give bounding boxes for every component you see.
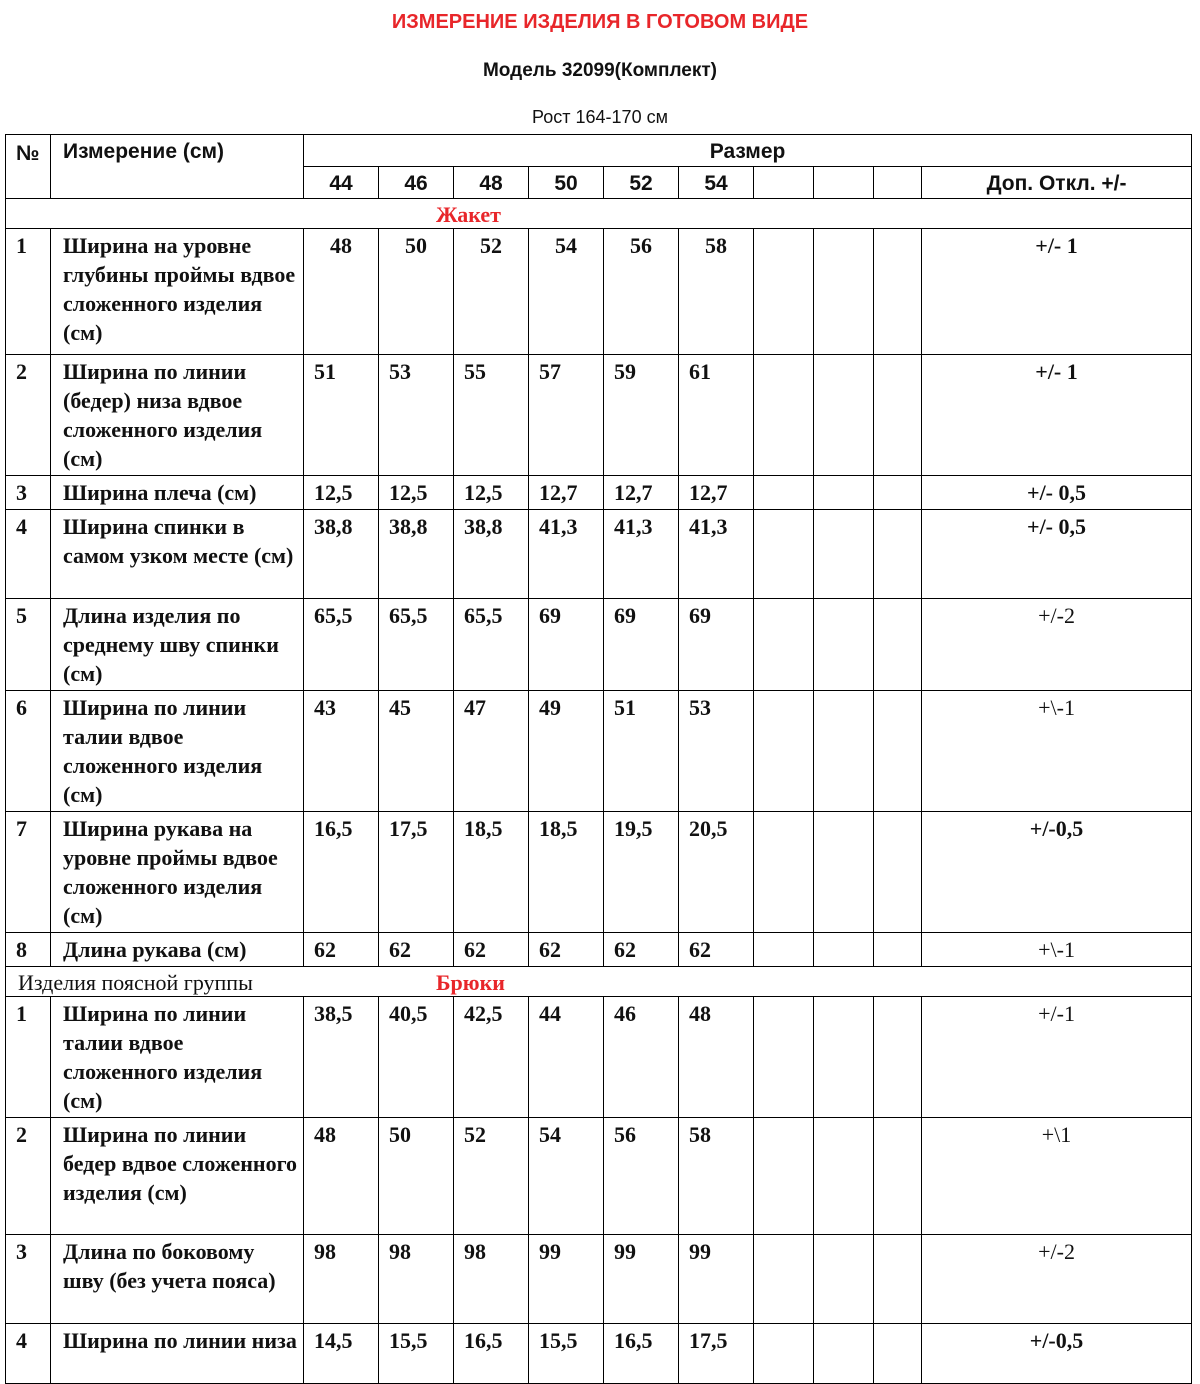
empty-cell — [754, 1324, 814, 1384]
row-number: 7 — [6, 812, 51, 933]
tolerance-cell: +/-0,5 — [922, 812, 1192, 933]
section-title: Брюки — [436, 970, 505, 995]
tolerance-cell: +/-2 — [922, 599, 1192, 691]
measurement-name: Ширина по линии талии вдвое сложенного изделия (см) — [51, 997, 304, 1118]
empty-cell — [814, 510, 874, 599]
empty-cell — [754, 355, 814, 476]
col-num-header: № — [6, 135, 51, 199]
size-value-cell: 50 — [379, 1118, 454, 1235]
row-number: 4 — [6, 510, 51, 599]
empty-cell — [814, 599, 874, 691]
size-value-cell: 48 — [304, 1118, 379, 1235]
size-value-cell: 15,5 — [529, 1324, 604, 1384]
size-value-cell: 98 — [379, 1235, 454, 1324]
size-header-cell: 44 — [304, 167, 379, 199]
page-title: ИЗМЕРЕНИЕ ИЗДЕЛИЯ В ГОТОВОМ ВИДЕ — [391, 11, 809, 33]
section-header — [6, 967, 1192, 997]
col-size-header: Размер — [304, 135, 1192, 167]
empty-cell — [754, 691, 814, 812]
size-value-cell: 14,5 — [304, 1324, 379, 1384]
size-value-cell: 58 — [679, 229, 754, 355]
section-label: Изделия поясной группы — [18, 970, 253, 995]
tolerance-cell: +/-1 — [922, 997, 1192, 1118]
size-value-cell: 46 — [604, 997, 679, 1118]
size-value-cell: 17,5 — [679, 1324, 754, 1384]
size-value-cell: 54 — [529, 1118, 604, 1235]
empty-cell — [814, 997, 874, 1118]
table-row — [6, 812, 1192, 933]
measurement-name: Ширина плеча (см) — [51, 476, 304, 510]
table-row — [6, 933, 1192, 967]
measurement-name: Ширина по линии бедер вдвое сложенного изделия (см) — [51, 1118, 304, 1235]
size-value-cell: 62 — [679, 933, 754, 967]
empty-cell — [754, 229, 814, 355]
size-value-cell: 50 — [379, 229, 454, 355]
measurement-name: Ширина спинки в самом узком месте (см) — [51, 510, 304, 599]
row-number: 2 — [6, 1118, 51, 1235]
size-value-cell: 56 — [604, 229, 679, 355]
table-row — [6, 355, 1192, 476]
empty-cell — [814, 229, 874, 355]
size-value-cell: 43 — [304, 691, 379, 812]
table-row — [6, 476, 1192, 510]
size-header-cell: 46 — [379, 167, 454, 199]
tolerance-cell: +/-2 — [922, 1235, 1192, 1324]
empty-cell — [754, 997, 814, 1118]
row-number: 1 — [6, 997, 51, 1118]
size-value-cell: 52 — [454, 1118, 529, 1235]
size-value-cell: 16,5 — [454, 1324, 529, 1384]
table-row — [6, 1235, 1192, 1324]
size-value-cell: 41,3 — [529, 510, 604, 599]
table-row — [6, 1118, 1192, 1235]
size-header-cell: 52 — [604, 167, 679, 199]
measurement-name: Ширина по линии талии вдвое сложенного изделия (см) — [51, 691, 304, 812]
size-value-cell: 51 — [604, 691, 679, 812]
size-value-cell: 69 — [529, 599, 604, 691]
size-value-cell: 53 — [379, 355, 454, 476]
measurement-name: Ширина на уровне глубины проймы вдвое сложенного изделия (см) — [51, 229, 304, 355]
size-value-cell: 38,8 — [304, 510, 379, 599]
size-value-cell: 99 — [529, 1235, 604, 1324]
empty-cell — [754, 812, 814, 933]
size-value-cell: 12,5 — [454, 476, 529, 510]
measurement-name: Ширина рукава на уровне проймы вдвое сложенного изделия (см) — [51, 812, 304, 933]
size-value-cell: 62 — [529, 933, 604, 967]
empty-cell — [874, 1324, 922, 1384]
size-value-cell: 65,5 — [454, 599, 529, 691]
size-value-cell: 52 — [454, 229, 529, 355]
size-value-cell: 41,3 — [679, 510, 754, 599]
empty-cell — [874, 933, 922, 967]
empty-cell — [874, 1235, 922, 1324]
tolerance-cell: +/- 0,5 — [922, 510, 1192, 599]
col-measure-header: Измерение (см) — [51, 135, 304, 199]
empty-cell — [874, 229, 922, 355]
size-value-cell: 38,8 — [454, 510, 529, 599]
size-value-cell: 59 — [604, 355, 679, 476]
row-number: 2 — [6, 355, 51, 476]
size-value-cell: 20,5 — [679, 812, 754, 933]
empty-cell — [814, 1235, 874, 1324]
empty-cell — [814, 355, 874, 476]
size-value-cell: 44 — [529, 997, 604, 1118]
measurement-name: Длина по боковому шву (без учета пояса) — [51, 1235, 304, 1324]
tolerance-cell: +\1 — [922, 1118, 1192, 1235]
table-row — [6, 599, 1192, 691]
empty-cell — [874, 812, 922, 933]
empty-cell — [754, 167, 814, 199]
empty-cell — [874, 167, 922, 199]
size-value-cell: 98 — [454, 1235, 529, 1324]
col-tolerance-header: Доп. Откл. +/- — [922, 167, 1192, 199]
size-value-cell: 62 — [379, 933, 454, 967]
empty-cell — [874, 510, 922, 599]
size-value-cell: 12,5 — [304, 476, 379, 510]
table-row — [6, 1324, 1192, 1384]
table-row — [6, 691, 1192, 812]
section-header — [6, 199, 1192, 229]
empty-cell — [814, 1324, 874, 1384]
empty-cell — [754, 599, 814, 691]
size-value-cell: 99 — [604, 1235, 679, 1324]
tolerance-cell: +/- 1 — [922, 229, 1192, 355]
row-number: 3 — [6, 476, 51, 510]
size-value-cell: 40,5 — [379, 997, 454, 1118]
empty-cell — [874, 1118, 922, 1235]
tolerance-cell: +/- 1 — [922, 355, 1192, 476]
height-range: Рост 164-170 см — [532, 107, 668, 127]
size-value-cell: 69 — [679, 599, 754, 691]
table-row — [6, 510, 1192, 599]
size-header-cell: 54 — [679, 167, 754, 199]
size-value-cell: 38,8 — [379, 510, 454, 599]
size-value-cell: 17,5 — [379, 812, 454, 933]
size-value-cell: 56 — [604, 1118, 679, 1235]
size-value-cell: 51 — [304, 355, 379, 476]
size-value-cell: 54 — [529, 229, 604, 355]
empty-cell — [874, 691, 922, 812]
size-header-cell: 50 — [529, 167, 604, 199]
tolerance-cell: +\-1 — [922, 691, 1192, 812]
size-value-cell: 12,7 — [604, 476, 679, 510]
size-header-cell: 48 — [454, 167, 529, 199]
size-value-cell: 65,5 — [304, 599, 379, 691]
empty-cell — [754, 476, 814, 510]
empty-cell — [754, 510, 814, 599]
empty-cell — [874, 476, 922, 510]
row-number: 6 — [6, 691, 51, 812]
size-value-cell: 42,5 — [454, 997, 529, 1118]
size-value-cell: 48 — [304, 229, 379, 355]
measurement-name: Ширина по линии (бедер) низа вдвое сложенного изделия (см) — [51, 355, 304, 476]
empty-cell — [754, 933, 814, 967]
size-value-cell: 16,5 — [304, 812, 379, 933]
size-value-cell: 12,5 — [379, 476, 454, 510]
size-value-cell: 99 — [679, 1235, 754, 1324]
size-value-cell: 18,5 — [454, 812, 529, 933]
empty-cell — [754, 1118, 814, 1235]
size-value-cell: 12,7 — [679, 476, 754, 510]
row-number: 1 — [6, 229, 51, 355]
empty-cell — [814, 1118, 874, 1235]
size-value-cell: 12,7 — [529, 476, 604, 510]
row-number: 4 — [6, 1324, 51, 1384]
size-value-cell: 65,5 — [379, 599, 454, 691]
size-value-cell: 15,5 — [379, 1324, 454, 1384]
size-value-cell: 41,3 — [604, 510, 679, 599]
size-value-cell: 58 — [679, 1118, 754, 1235]
size-value-cell: 61 — [679, 355, 754, 476]
size-value-cell: 98 — [304, 1235, 379, 1324]
empty-cell — [814, 476, 874, 510]
size-value-cell: 62 — [604, 933, 679, 967]
size-value-cell: 18,5 — [529, 812, 604, 933]
empty-cell — [874, 599, 922, 691]
row-number: 5 — [6, 599, 51, 691]
empty-cell — [814, 167, 874, 199]
size-value-cell: 16,5 — [604, 1324, 679, 1384]
empty-cell — [874, 997, 922, 1118]
empty-cell — [754, 1235, 814, 1324]
tolerance-cell: +\-1 — [922, 933, 1192, 967]
measurement-name: Ширина по линии низа — [51, 1324, 304, 1384]
model-name: Модель 32099(Комплект) — [482, 60, 717, 81]
size-value-cell: 47 — [454, 691, 529, 812]
size-value-cell: 19,5 — [604, 812, 679, 933]
size-value-cell: 62 — [454, 933, 529, 967]
measurement-name: Длина рукава (см) — [51, 933, 304, 967]
measurement-table — [5, 134, 1192, 1384]
tolerance-cell: +/-0,5 — [922, 1324, 1192, 1384]
size-value-cell: 53 — [679, 691, 754, 812]
empty-cell — [814, 812, 874, 933]
size-value-cell: 57 — [529, 355, 604, 476]
size-value-cell: 55 — [454, 355, 529, 476]
row-number: 3 — [6, 1235, 51, 1324]
size-value-cell: 45 — [379, 691, 454, 812]
tolerance-cell: +/- 0,5 — [922, 476, 1192, 510]
table-row — [6, 229, 1192, 355]
size-value-cell: 69 — [604, 599, 679, 691]
row-number: 8 — [6, 933, 51, 967]
size-value-cell: 38,5 — [304, 997, 379, 1118]
measurement-name: Длина изделия по среднему шву спинки (см) — [51, 599, 304, 691]
size-value-cell: 62 — [304, 933, 379, 967]
empty-cell — [814, 933, 874, 967]
size-value-cell: 48 — [679, 997, 754, 1118]
empty-cell — [814, 691, 874, 812]
section-title: Жакет — [436, 202, 501, 227]
size-value-cell: 49 — [529, 691, 604, 812]
table-row — [6, 997, 1192, 1118]
empty-cell — [874, 355, 922, 476]
